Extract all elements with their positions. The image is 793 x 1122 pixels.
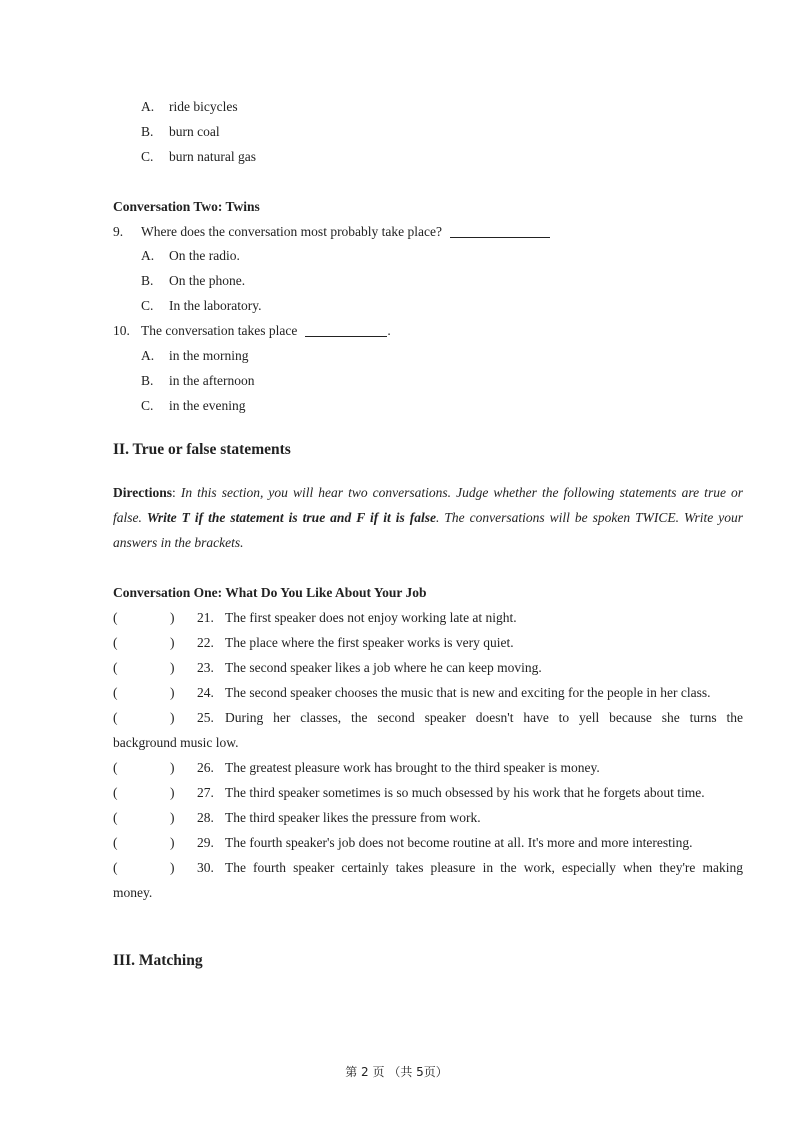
tf-item-21: ( ) 21. The first speaker does not enjoy working late at night. (113, 610, 517, 625)
tf-item-30: ( ) 30. The fourth speaker certainly takes pleasure in the work, especially when they're making money. (113, 855, 743, 905)
tf-item-24: ( ) 24. The second speaker chooses the music that is new and exciting for the people in her class. (113, 685, 711, 700)
option-letter: A. (141, 348, 155, 363)
q9-option-b (113, 268, 743, 293)
conversation-two-title: Conversation Two: Twins (113, 199, 260, 214)
conversation-one-title: Conversation One: What Do You Like About Your Job (113, 585, 427, 600)
q10-option-b (113, 368, 743, 393)
page-footer: 第 2 页 （共 5页） (345, 1065, 448, 1079)
tf-item-23: ( ) 23. The second speaker likes a job where he can keep moving. (113, 660, 542, 675)
tf-item-26: ( ) 26. The greatest pleasure work has brought to the third speaker is money. (113, 760, 600, 775)
answer-blank[interactable] (450, 223, 550, 238)
answer-blank[interactable] (305, 322, 387, 337)
question-number: 9. (113, 224, 124, 239)
option-letter: A. (141, 99, 155, 114)
q10-option-a (113, 343, 743, 368)
tf-item-29: ( ) 29. The fourth speaker's job does not become routine at all. It's more and more interesting. (113, 835, 693, 850)
question-text: Where does the conversation most probably take place? (141, 219, 550, 244)
directions-paragraph: Directions: In this section, you will hear two conversations. Judge whether the following statements are true or false. Write T if the statement is true and F if it is false. The conversations will be spoken TWICE. Write your answers in the brackets. (113, 485, 744, 550)
option-text: in the afternoon (169, 373, 255, 388)
option-text: burn natural gas (169, 149, 256, 164)
tf-item-28: ( ) 28. The third speaker likes the pressure from work. (113, 810, 481, 825)
tf-item-27: ( ) 27. The third speaker sometimes is so much obsessed by his work that he forgets about time. (113, 785, 705, 800)
option-letter: B. (141, 273, 154, 288)
question-number: 10. (113, 323, 130, 338)
q9-option-a (113, 243, 743, 268)
option-letter: C. (141, 149, 154, 164)
q8-option-a (113, 94, 743, 119)
section-3-heading: III. Matching (113, 952, 203, 969)
option-text: in the evening (169, 398, 246, 413)
option-text: burn coal (169, 124, 220, 139)
question-text: The conversation takes place . (141, 323, 391, 338)
option-letter: B. (141, 124, 154, 139)
q10-option-c (113, 393, 743, 418)
q8-option-c (113, 144, 743, 169)
tf-item-continuation: money. (113, 885, 153, 900)
q8-option-b (113, 119, 743, 144)
option-letter: B. (141, 373, 154, 388)
option-letter: A. (141, 248, 155, 263)
option-text: On the phone. (169, 273, 246, 288)
option-text: ride bicycles (169, 99, 238, 114)
option-text: On the radio. (169, 248, 240, 263)
option-letter: C. (141, 398, 154, 413)
option-text: in the morning (169, 348, 249, 363)
tf-item-22: ( ) 22. The place where the first speaker works is very quiet. (113, 635, 514, 650)
question-10 (113, 318, 743, 343)
directions-label: Directions (113, 485, 172, 500)
question-9 (113, 219, 743, 244)
tf-item-25: ( ) 25. During her classes, the second speaker doesn't have to yell because she turns the background music low. (113, 705, 743, 755)
q9-option-c (113, 293, 743, 318)
option-text: In the laboratory. (169, 298, 262, 313)
option-letter: C. (141, 298, 154, 313)
tf-item-continuation: background music low. (113, 735, 239, 750)
section-2-heading: II. True or false statements (113, 441, 291, 458)
